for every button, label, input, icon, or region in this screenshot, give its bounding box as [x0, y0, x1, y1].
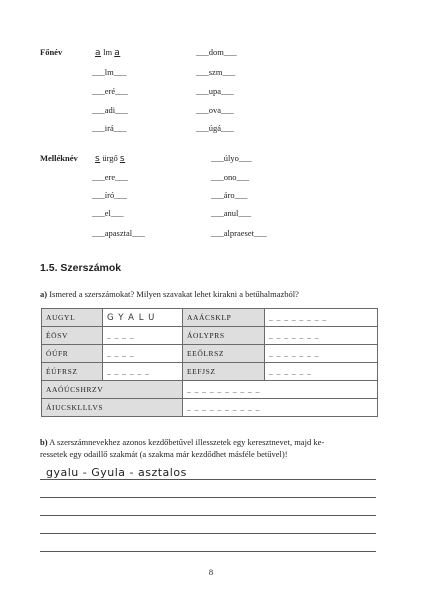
writing-line[interactable]	[40, 479, 376, 480]
melleknev-left-4: ___el___	[92, 208, 124, 218]
task-b	[40, 436, 324, 460]
melleknev-label: Melléknév	[40, 153, 78, 163]
table-row	[42, 381, 378, 399]
letters-cell: EEŐLRSZ	[183, 345, 265, 363]
answer-cell[interactable]: _ _ _ _ _ _ _	[265, 345, 378, 363]
melleknev-right-5: ___alpraeset___	[211, 228, 267, 238]
melleknev-left-1-post: s	[119, 154, 126, 164]
melleknev-right-3: ___áro___	[211, 190, 248, 200]
melleknev-left-3: ___író___	[92, 190, 127, 200]
section-title: 1.5. Szerszámok	[40, 262, 122, 274]
fonev-left-1-pre: a	[95, 48, 102, 58]
letters-cell: ÓÚFR	[42, 345, 103, 363]
letters-cell: ÁIUCSKLLLVS	[42, 399, 183, 417]
table-row	[42, 309, 378, 327]
letters-cell: AAÁCSKLP	[183, 309, 265, 327]
melleknev-left-1-mid: ürgő	[100, 153, 120, 163]
melleknev-right-4: ___anul___	[211, 208, 252, 218]
answer-cell[interactable]: _ _ _ _ _ _ _ _ _ _	[183, 381, 378, 399]
fonev-left-5: ___irá___	[92, 123, 127, 133]
task-a-text: Ismered a szerszámokat? Milyen szavakat lehet kirakni a betűhalmazból?	[49, 289, 299, 299]
fonev-left-1	[95, 47, 120, 58]
fonev-left-1-mid: lm	[101, 47, 115, 57]
task-a-label: a)	[40, 289, 48, 299]
fonev-left-3: ___eré___	[92, 86, 128, 96]
letters-cell: AUGYL	[42, 309, 103, 327]
fonev-label: Főnév	[40, 47, 63, 57]
letters-cell: ÉÚFRSZ	[42, 363, 103, 381]
writing-line[interactable]	[40, 533, 376, 534]
task-b-label: b)	[40, 437, 48, 447]
fonev-right-2: ___szm___	[196, 67, 236, 77]
melleknev-right-1: ___úlyo___	[211, 153, 252, 163]
fonev-left-4: ___adi___	[92, 105, 128, 115]
answer-cell[interactable]: _ _ _ _ _ _ _	[265, 327, 378, 345]
answer-cell[interactable]: _ _ _ _ _ _	[103, 363, 183, 381]
fonev-left-1-post: a	[114, 48, 121, 58]
letters-cell: ÉÖSV	[42, 327, 103, 345]
fonev-right-1: ___dom___	[196, 47, 237, 57]
table-row	[42, 327, 378, 345]
letters-cell: AAÓÚCSHRZV	[42, 381, 183, 399]
melleknev-right-2: ___ono___	[211, 172, 250, 182]
task-a	[40, 288, 299, 300]
fonev-right-5: ___úgá___	[196, 123, 234, 133]
fonev-right-3: ___upa___	[196, 86, 234, 96]
writing-line[interactable]	[40, 497, 376, 498]
letters-cell: EEFJSZ	[183, 363, 265, 381]
writing-line[interactable]	[40, 551, 376, 552]
melleknev-left-1-pre: s	[95, 154, 101, 164]
writing-line[interactable]	[40, 515, 376, 516]
melleknev-left-2: ___ere___	[92, 172, 128, 182]
answer-cell[interactable]: _ _ _ _ _ _	[265, 363, 378, 381]
page-number: 8	[208, 567, 214, 577]
task-b-text-1: A szerszámnevekhez azonos kezdőbetűvel illesszetek egy keresztnevet, majd ke-	[49, 437, 325, 447]
answer-cell-filled[interactable]: G Y A L U	[103, 309, 183, 327]
answer-cell[interactable]: _ _ _ _	[103, 327, 183, 345]
table-row	[42, 345, 378, 363]
handwritten-answer: gyalu - Gyula - asztalos	[46, 466, 187, 479]
table-row	[42, 399, 378, 417]
melleknev-left-1	[95, 153, 125, 164]
letters-cell: ÁOLYPRS	[183, 327, 265, 345]
table-row	[42, 363, 378, 381]
answer-cell[interactable]: _ _ _ _	[103, 345, 183, 363]
answer-cell[interactable]: _ _ _ _ _ _ _ _	[265, 309, 378, 327]
task-b-text-2: ressetek egy odaillő szakmát (a szakma már kezdődhet másféle betűvel)!	[40, 449, 288, 459]
letter-table	[41, 308, 378, 417]
answer-cell[interactable]: _ _ _ _ _ _ _ _ _ _	[183, 399, 378, 417]
fonev-left-2: ___lm___	[92, 67, 127, 77]
fonev-right-4: ___ova___	[196, 105, 234, 115]
melleknev-left-5: ___apasztal___	[92, 228, 145, 238]
